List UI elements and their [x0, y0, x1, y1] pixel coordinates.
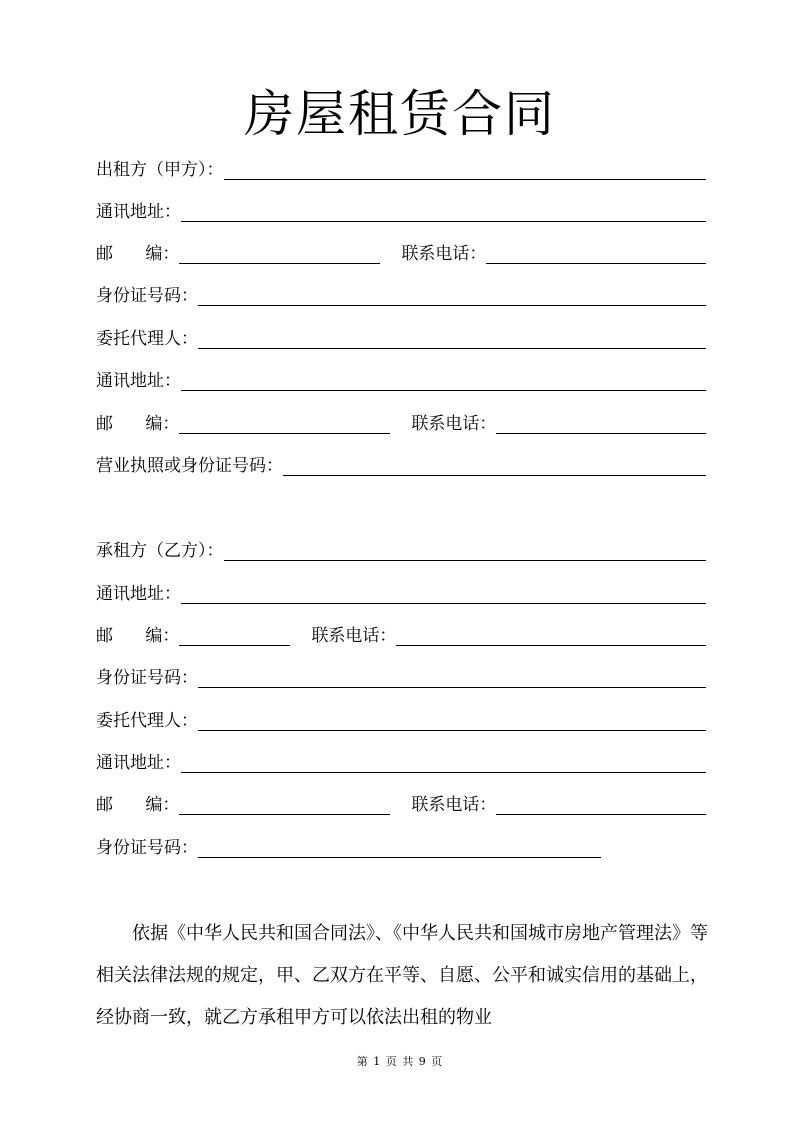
lessee-agent-address-row — [96, 749, 706, 777]
lessor-label: 出租方（甲方）： — [96, 160, 224, 180]
id-label: 身份证号码： — [96, 668, 198, 688]
id-label: 身份证号码： — [96, 286, 198, 306]
postcode-blank[interactable] — [179, 263, 380, 264]
id-blank[interactable] — [198, 687, 706, 688]
page-footer: 第 1 页 共 9 页 — [356, 1055, 444, 1068]
lessee-agent-contact-row — [96, 791, 706, 819]
lessor-contact-row — [96, 240, 706, 268]
lessee-row — [96, 537, 706, 565]
lessor-agent-contact-row — [96, 410, 706, 438]
contract-preamble — [96, 913, 708, 1039]
address-label: 通讯地址： — [96, 371, 181, 391]
lessee-agent-id-row — [96, 834, 706, 862]
lessee-id-row — [96, 664, 706, 692]
preamble-paragraph: 依据《中华人民共和国合同法》、《中华人民共和国城市房地产管理法》等相关法律法规的规定，甲、乙双方在平等、自愿、公平和诚实信用的基础上，经协商一致，就乙方承租甲方可以依法出租的物业 — [96, 923, 708, 1028]
lessor-row — [96, 156, 706, 184]
phone-blank[interactable] — [486, 263, 706, 264]
phone-label: 联系电话： — [401, 244, 487, 264]
agent-blank[interactable] — [198, 348, 706, 349]
id-blank[interactable] — [198, 857, 601, 858]
license-blank[interactable] — [283, 475, 706, 476]
postcode-label: 邮 编： — [96, 626, 180, 646]
id-label: 身份证号码： — [96, 838, 198, 858]
id-blank[interactable] — [198, 305, 706, 306]
phone-label: 联系电话： — [411, 414, 497, 434]
address-blank[interactable] — [181, 221, 706, 222]
address-label: 通讯地址： — [96, 584, 181, 604]
phone-label: 联系电话： — [311, 626, 397, 646]
lessor-address-row — [96, 198, 706, 226]
agent-blank[interactable] — [198, 730, 706, 731]
postcode-blank[interactable] — [179, 645, 290, 646]
address-label: 通讯地址： — [96, 753, 181, 773]
postcode-blank[interactable] — [179, 814, 390, 815]
phone-label: 联系电话： — [411, 795, 497, 815]
postcode-label: 邮 编： — [96, 244, 180, 264]
license-label: 营业执照或身份证号码： — [96, 456, 283, 476]
lessor-id-row — [96, 282, 706, 310]
agent-label: 委托代理人： — [96, 329, 198, 349]
postcode-blank[interactable] — [179, 433, 390, 434]
address-blank[interactable] — [181, 390, 706, 391]
postcode-label: 邮 编： — [96, 414, 180, 434]
phone-blank[interactable] — [496, 814, 706, 815]
lessee-address-row — [96, 580, 706, 608]
lessee-blank[interactable] — [224, 560, 707, 561]
address-label: 通讯地址： — [96, 202, 181, 222]
lessor-agent-row — [96, 325, 706, 353]
license-row — [96, 452, 706, 480]
agent-label: 委托代理人： — [96, 711, 198, 731]
lessor-blank[interactable] — [224, 179, 707, 180]
lessee-label: 承租方（乙方）： — [96, 541, 224, 561]
document-title: 房屋租赁合同 — [244, 85, 556, 143]
lessee-agent-row — [96, 707, 706, 735]
lessee-contact-row — [96, 622, 706, 650]
address-blank[interactable] — [181, 603, 706, 604]
phone-blank[interactable] — [396, 645, 706, 646]
postcode-label: 邮 编： — [96, 795, 180, 815]
address-blank[interactable] — [181, 772, 706, 773]
phone-blank[interactable] — [496, 433, 706, 434]
lessor-agent-address-row — [96, 367, 706, 395]
